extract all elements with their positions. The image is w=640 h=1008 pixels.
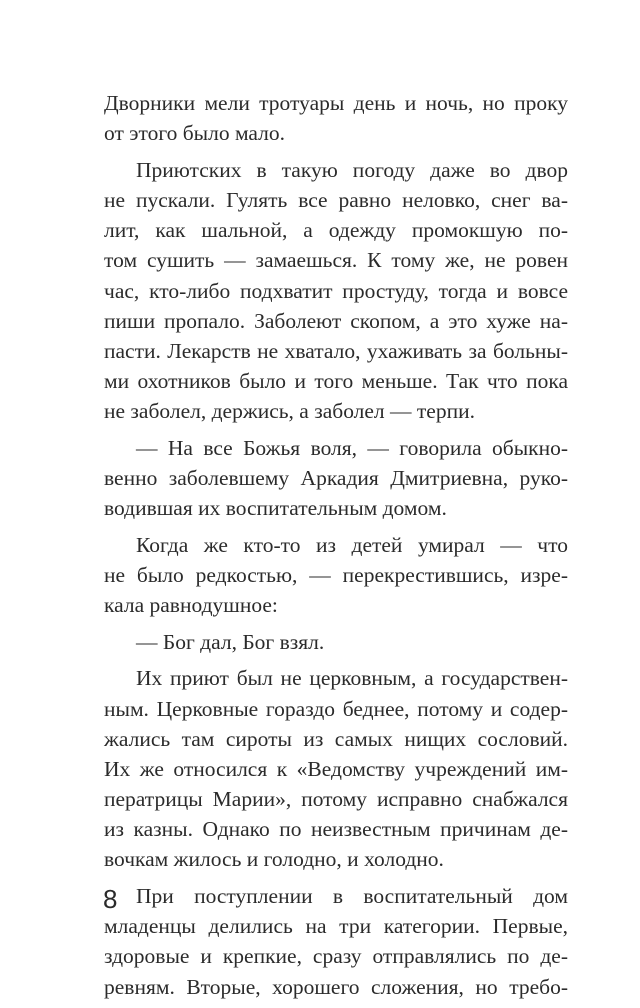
text-line: от этого было мало. <box>104 121 286 146</box>
page-text <box>104 88 568 1008</box>
text-line: венно заболевшему Аркадия Дмитриевна, руко- <box>104 466 568 491</box>
text-line: здоровые и крепкие, сразу отправлялись по де- <box>104 944 568 969</box>
text-line: младенцы делились на три категории. Первые, <box>104 914 568 939</box>
text-line: час, кто-либо подхватит простуду, тогда и вовсе <box>104 278 568 303</box>
text-line: из казны. Однако по неизвестным причинам де- <box>104 817 568 842</box>
text-line: жались там сироты из самых нищих сословий. <box>104 726 568 751</box>
text-line: водившая их воспитательным домом. <box>104 496 447 521</box>
text-line: Их же относился к «Ведомству учреждений им- <box>104 756 568 781</box>
paragraph <box>104 530 568 621</box>
text-line: вочкам жилось и голодно, и холодно. <box>104 847 444 872</box>
paragraph <box>104 88 568 148</box>
text-line: ревням. Вторые, хорошего сложения, но требо- <box>104 974 568 999</box>
text-line: не пускали. Гулять все равно неловко, снег ва- <box>104 187 568 212</box>
text-line: ператрицы Марии», потому исправно снабжался <box>104 787 568 812</box>
text-line: том сушить — замаешься. К тому же, не ровен <box>104 248 568 273</box>
text-line: — Бог дал, Бог взял. <box>136 629 325 654</box>
text-line: Их приют был не церковным, а государствен- <box>136 666 568 691</box>
text-line: Приютских в такую погоду даже во двор <box>136 157 568 182</box>
text-line: не было редкостью, — перекрестившись, изре- <box>104 562 568 587</box>
text-line: — На все Божья воля, — говорила обыкно- <box>136 435 568 460</box>
text-line: пиши пропало. Заболеют скопом, а это хуже на- <box>104 308 568 333</box>
text-line: Когда же кто-то из детей умирал — что <box>136 532 568 557</box>
text-line: При поступлении в воспитательный дом <box>136 884 568 909</box>
paragraph <box>104 881 568 1002</box>
paragraph <box>104 155 568 427</box>
page-number: 8 <box>103 884 118 914</box>
text-line: ным. Церковные гораздо беднее, потому и содер- <box>104 696 568 721</box>
text-line: Дворники мели тротуары день и ночь, но проку <box>104 91 568 115</box>
text-line: лит, как шальной, а одежду промокшую по- <box>104 218 568 243</box>
paragraph <box>104 627 568 657</box>
paragraph <box>104 433 568 524</box>
text-line: не заболел, держись, а заболел — терпи. <box>104 399 475 424</box>
paragraph <box>104 663 568 874</box>
text-line: пасти. Лекарств не хватало, ухаживать за больны- <box>104 338 568 363</box>
text-line: ми охотников было и того меньше. Так что пока <box>104 369 568 394</box>
text-line: кала равнодушное: <box>104 593 278 618</box>
